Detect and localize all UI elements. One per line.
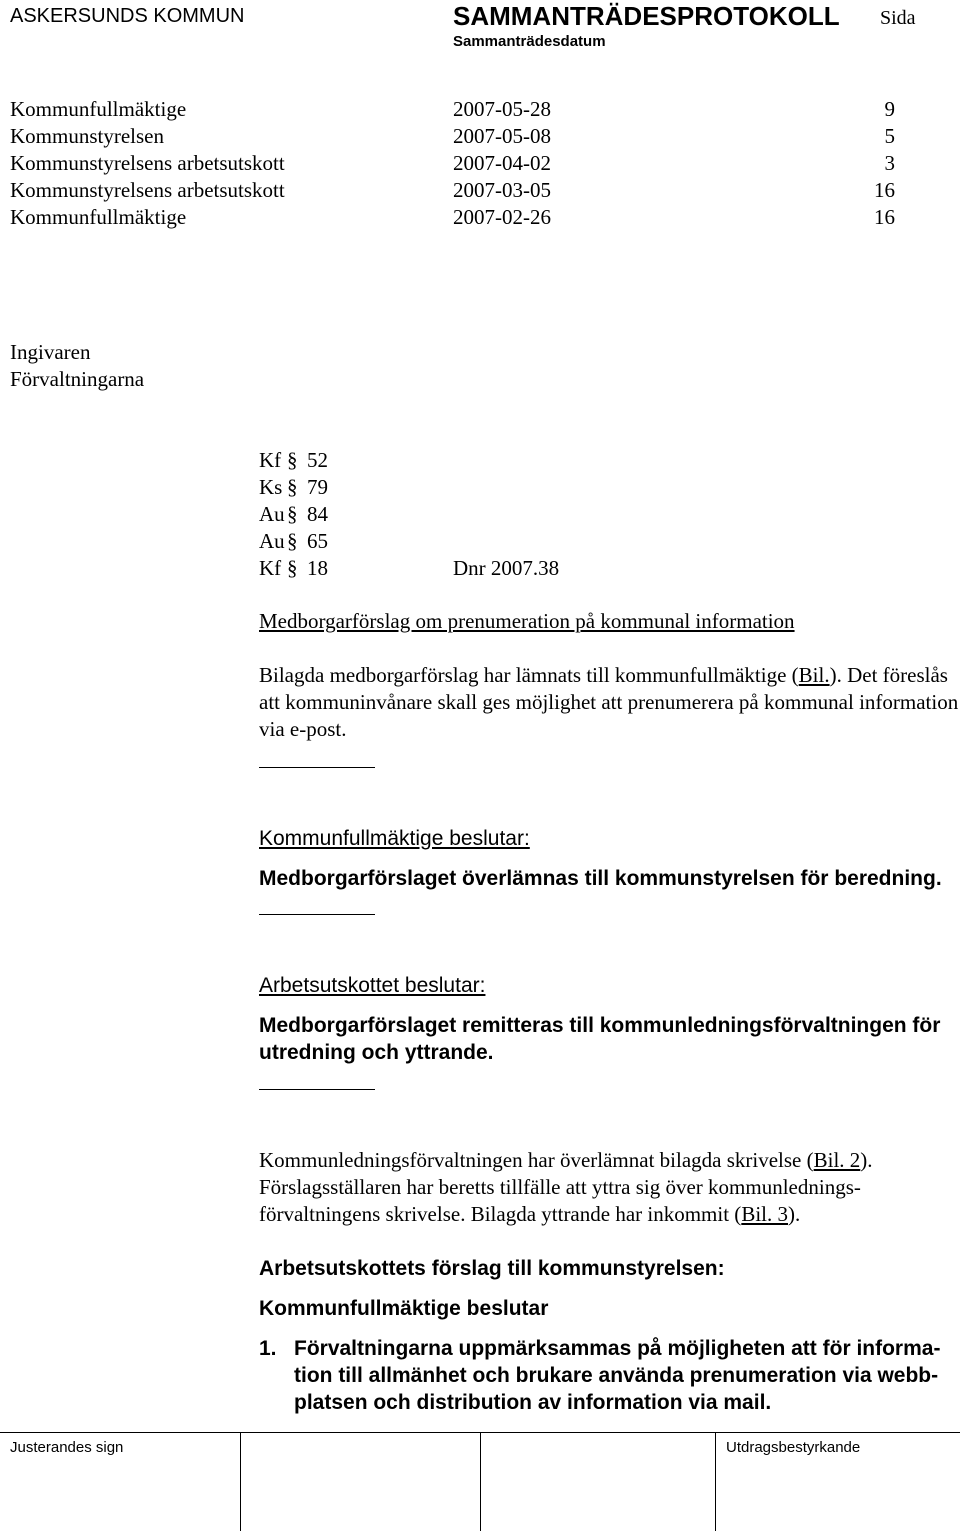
intro-text: Bilagda medborgarförslag har lämnats till kommunfullmäktige ( xyxy=(259,663,799,687)
meeting-section: 3 xyxy=(884,151,895,175)
paragraph-ref xyxy=(259,555,449,582)
proposal-item-number: 1. xyxy=(259,1337,277,1360)
sign-cell xyxy=(240,1433,481,1531)
diary-number: Dnr 2007.38 xyxy=(453,556,560,580)
divider xyxy=(259,914,375,915)
paragraph-body: Au xyxy=(259,502,285,526)
meeting-body: Kommunstyrelsen xyxy=(10,124,164,148)
meeting-date: 2007-03-05 xyxy=(453,178,551,202)
submitter-value: Förvaltningarna xyxy=(10,367,145,391)
meeting-date: 2007-02-26 xyxy=(453,205,551,229)
admin-report-paragraph xyxy=(259,1147,959,1228)
meeting-row xyxy=(10,123,910,150)
sign-cell xyxy=(480,1433,716,1531)
footer-certification-label: Utdragsbestyrkande xyxy=(726,1439,861,1456)
section-sign: § xyxy=(287,556,298,580)
meeting-row xyxy=(10,204,910,231)
proposal-item-text: Förvaltningarna uppmärksammas på möjligheten att för information till allmänhet och brukare använda prenumeration via webbplatsen och distribution av information via mail. xyxy=(294,1337,941,1414)
submitter-label: Ingivaren xyxy=(10,340,91,364)
municipality-name: ASKERSUNDS KOMMUN xyxy=(10,5,245,27)
meeting-body: Kommunfullmäktige xyxy=(10,97,187,121)
paragraph-number: 84 xyxy=(307,502,328,526)
meeting-section: 16 xyxy=(874,178,895,202)
kf-decision-heading: Kommunfullmäktige beslutar: xyxy=(259,827,530,850)
sign-cell xyxy=(0,1433,240,1531)
paragraph-ref xyxy=(259,447,449,474)
section-sign: § xyxy=(287,529,298,553)
paragraph-body: Ks xyxy=(259,475,283,499)
certification-cell xyxy=(715,1433,960,1531)
attachment-link[interactable]: Bil. 2 xyxy=(813,1148,861,1172)
report-text: Kommunledningsförvaltningen har överlämnat bilagda skrivelse ( xyxy=(259,1148,814,1172)
page-label: Sida xyxy=(880,7,916,29)
meeting-date-label: Sammanträdesdatum xyxy=(453,33,606,50)
paragraph-ref xyxy=(259,501,449,528)
case-subject: Medborgarförslag om prenumeration på kommunal information xyxy=(259,609,795,633)
au-decision-heading: Arbetsutskottet beslutar: xyxy=(259,974,486,997)
meeting-row xyxy=(10,96,910,123)
paragraph-number: 79 xyxy=(307,475,328,499)
paragraph-body: Au xyxy=(259,529,285,553)
divider xyxy=(259,767,375,768)
meeting-section: 9 xyxy=(884,97,895,121)
meeting-row xyxy=(10,177,910,204)
meeting-section: 16 xyxy=(874,205,895,229)
paragraph-ref xyxy=(259,474,449,501)
divider xyxy=(259,1089,375,1090)
paragraph-number: 18 xyxy=(307,556,328,580)
paragraph-number: 52 xyxy=(307,448,328,472)
paragraph-ref xyxy=(259,528,449,555)
document-title: SAMMANTRÄDESPROTOKOLL xyxy=(453,1,840,31)
intro-paragraph xyxy=(259,662,959,743)
section-sign: § xyxy=(287,502,298,526)
meeting-body: Kommunfullmäktige xyxy=(10,205,187,229)
meeting-date: 2007-05-28 xyxy=(453,97,551,121)
meeting-section: 5 xyxy=(884,124,895,148)
proposal-kf-label: Kommunfullmäktige beslutar xyxy=(259,1297,549,1320)
paragraph-body: Kf xyxy=(259,556,282,580)
attachment-link[interactable]: Bil. xyxy=(798,663,830,687)
section-sign: § xyxy=(287,475,298,499)
meeting-list xyxy=(10,96,910,231)
attachment-link[interactable]: Bil. 3 xyxy=(741,1202,788,1226)
footer-sign-label: Justerandes sign xyxy=(10,1439,124,1456)
proposal-heading: Arbetsutskottets förslag till kommunstyrelsen: xyxy=(259,1257,725,1280)
meeting-body: Kommunstyrelsens arbetsutskott xyxy=(10,151,285,175)
meeting-date: 2007-05-08 xyxy=(453,124,551,148)
meeting-body: Kommunstyrelsens arbetsutskott xyxy=(10,178,285,202)
meeting-date: 2007-04-02 xyxy=(453,151,551,175)
submitter-block xyxy=(10,339,144,393)
kf-decision-text: Medborgarförslaget överlämnas till kommunstyrelsen för beredning. xyxy=(259,867,942,890)
signature-footer xyxy=(0,1432,960,1531)
paragraph-number: 65 xyxy=(307,529,328,553)
report-text: ). Förslagsställaren har beretts tillfälle att yttra sig över kommunledningsförvaltningens skrivelse. Bilagda yttrande har inkommit ( xyxy=(259,1148,873,1226)
intro-text: ). Det föreslås att kommuninvånare skall ges möjlighet att prenumerera på kommunal information via e-post. xyxy=(259,663,959,741)
au-decision-text: Medborgarförslaget remitteras till kommunledningsförvaltningen för utredning och yttrande. xyxy=(259,1014,941,1064)
paragraph-list xyxy=(259,447,449,582)
report-text: ). xyxy=(788,1202,801,1226)
paragraph-body: Kf xyxy=(259,448,282,472)
section-sign: § xyxy=(287,448,298,472)
meeting-row xyxy=(10,150,910,177)
